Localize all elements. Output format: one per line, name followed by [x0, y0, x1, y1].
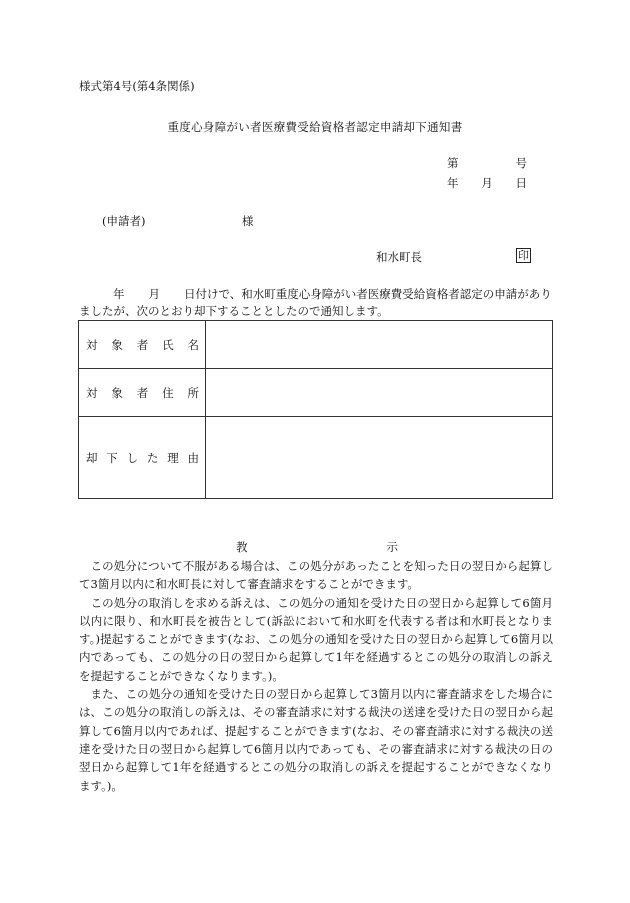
- details-table: [78, 320, 553, 499]
- label-char: 象: [111, 385, 123, 400]
- table-row-address: [79, 369, 553, 417]
- label-char: 由: [187, 450, 199, 465]
- label-target-name: [79, 321, 206, 369]
- label-char: 却: [86, 450, 98, 465]
- intro-text: 日付けで、和水町重度心身障がい者医療費受給資格者認定の申請がありましたが、次のとおり却下することとしたので通知します。: [79, 287, 552, 318]
- instruction-title: [236, 539, 398, 555]
- instruction-notes: [79, 557, 553, 795]
- seal-mark: 印: [518, 249, 529, 262]
- issue-date: [447, 175, 527, 191]
- document-number: [447, 155, 527, 171]
- label-char: 教: [236, 540, 248, 554]
- label-char: 理: [167, 450, 179, 465]
- date-day: 日: [515, 176, 527, 190]
- table-row-name: [79, 321, 553, 369]
- label-char: 対: [86, 385, 98, 400]
- label-rejection-reason: [79, 417, 206, 499]
- label-char: 住: [162, 385, 174, 400]
- label-char: し: [126, 450, 139, 465]
- label-char: 名: [187, 337, 199, 352]
- mayor-title: 和水町長: [376, 250, 422, 264]
- instruction-paragraph-1: この処分について不服がある場合は、この処分があったことを知った日の翌日から起算して3箇月以内に和水町長に対して審査請求をすることができます。: [79, 559, 553, 592]
- intro-year: 年: [113, 287, 125, 301]
- label-char: 者: [136, 385, 149, 400]
- intro-month: 月: [148, 287, 160, 301]
- label-target-address: [79, 369, 206, 417]
- label-chars: [79, 450, 205, 466]
- value-target-name[interactable]: [206, 321, 553, 369]
- table-row-reason: [79, 417, 553, 499]
- label-char: た: [146, 450, 159, 465]
- instruction-paragraph-3: また、この処分の通知を受けた日の翌日から起算して3箇月以内に審査請求をした場合には、この処分の取消しの訴えは、その審査請求に対する裁決の送達を受けた日の翌日から起算して6箇月以内であれば、提起することができます(なお、その審査請求に対する裁決の送達を受けた日の翌日から起算して6箇月以内であっても、その審査請求に対する裁決の日の翌日から起算して1年を経過するとこの処分の取消しの訴えを提起することができなくなります。)。: [79, 687, 553, 793]
- document-title: 重度心身障がい者医療費受給資格者認定申請却下通知書: [167, 120, 463, 134]
- value-rejection-reason[interactable]: [206, 417, 553, 499]
- number-dai: 第: [447, 156, 459, 170]
- number-gou: 号: [515, 156, 527, 170]
- label-char: 所: [187, 385, 199, 400]
- label-chars: [79, 385, 205, 401]
- date-month: 月: [481, 176, 493, 190]
- label-char: 対: [86, 337, 98, 352]
- label-char: 象: [111, 337, 123, 352]
- date-year: 年: [447, 176, 459, 190]
- label-char: 示: [386, 540, 398, 554]
- label-char: 下: [106, 450, 118, 465]
- form-number: 様式第4号(第4条関係): [79, 79, 195, 93]
- intro-paragraph: [79, 286, 553, 320]
- applicant-label: (申請者): [102, 214, 146, 228]
- label-chars: [79, 337, 205, 353]
- label-char: 者: [136, 337, 149, 352]
- honorific: 様: [242, 214, 254, 228]
- label-char: 氏: [162, 337, 174, 352]
- instruction-paragraph-2: この処分の取消しを求める訴えは、この処分の通知を受けた日の翌日から起算して6箇月以内に限り、和水町長を被告として(訴訟において和水町を代表する者は和水町長となります。)提起することができます(なお、この処分の通知を受けた日の翌日から起算して6箇月以内であっても、この処分の日の翌日から起算して1年を経過するとこの処分の取消しの訴えを提起することができなくなります。)。: [79, 595, 553, 683]
- value-target-address[interactable]: [206, 369, 553, 417]
